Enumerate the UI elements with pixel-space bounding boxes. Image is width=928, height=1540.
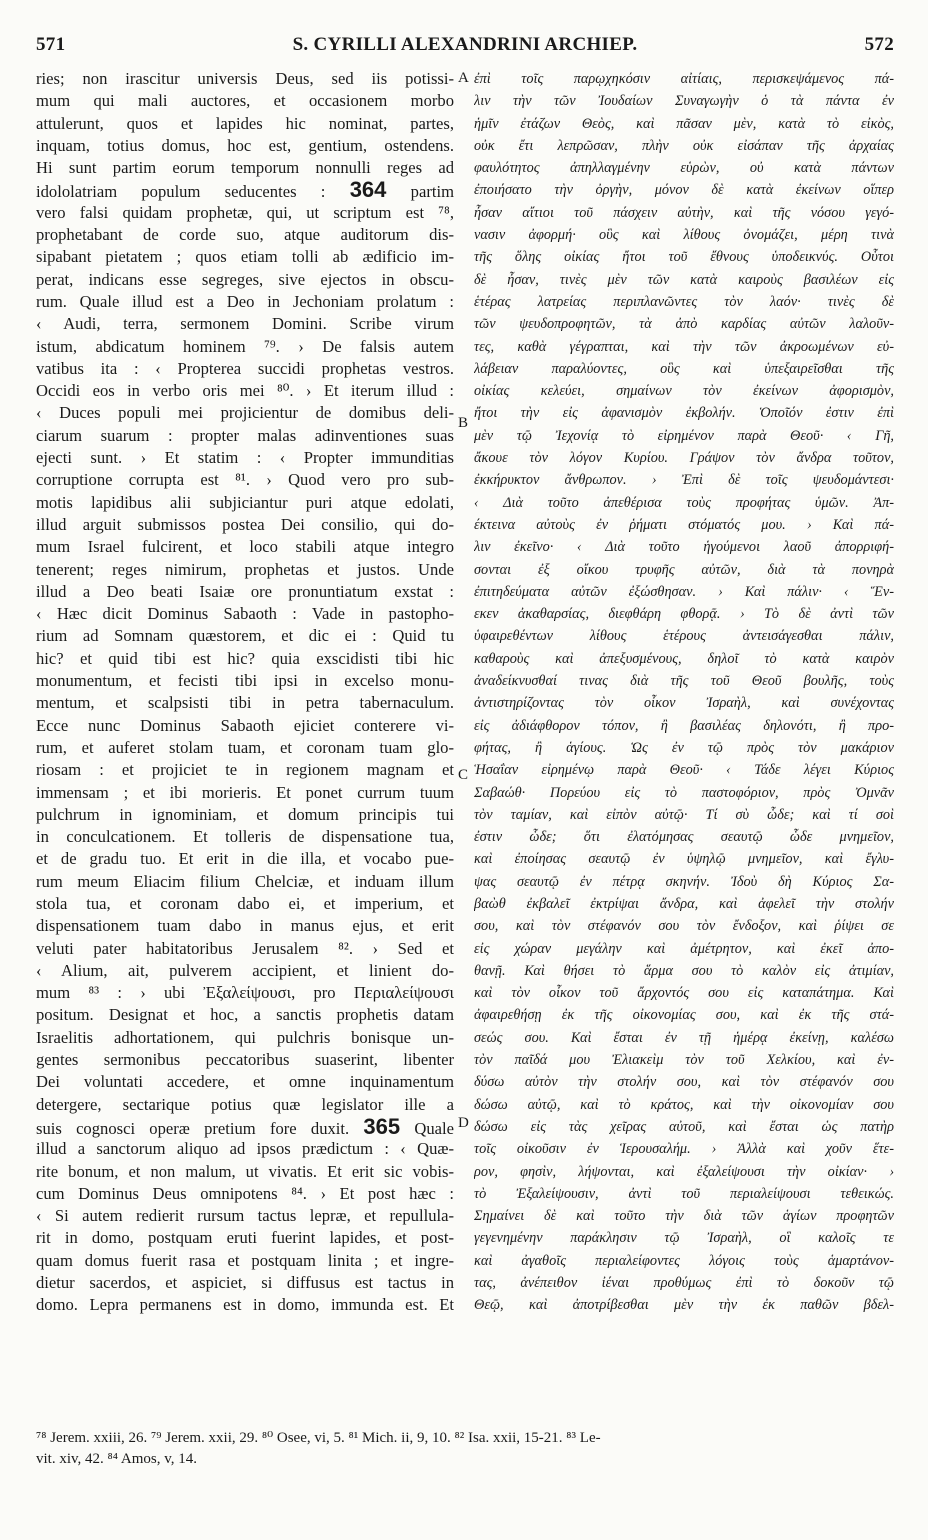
greek-text-line: δὲ ἦσαν, τινὲς μὲν τῶν κατὰ καιροὺς βασιλέων εἰς (474, 271, 894, 288)
greek-text-line: μὲν τῷ Ἰεχονίᾳ τὸ εἰρημένον παρὰ Θεοῦ· ‹ Γῆ, (474, 427, 894, 444)
footnotes (36, 1428, 894, 1470)
greek-text-line: ρον, φησὶν, λήψονται, καὶ ἐξαλείψουσι τὴν οἰκίαν· › (474, 1163, 894, 1180)
section-marker-b: B (458, 415, 469, 431)
page-header (36, 34, 894, 64)
greek-text-line: τοῖς οἰκοῦσιν ἐν Ἱερουσαλήμ. › Ἀλλὰ καὶ χοῦν ἕτε- (474, 1141, 894, 1158)
latin-text-line: quam domus fuerit rasa et postquam linita ; et ingre- (36, 1250, 454, 1270)
greek-text-line: ‹ Διὰ τοῦτο ἀπεθέρισα τοὺς προφήτας ὑμῶν. Ἀπ- (474, 494, 894, 511)
greek-text-line: Σημαίνει δὲ καὶ τοῦτο τὴν διὰ τῶν ἁγίων προφητῶν (474, 1208, 894, 1225)
latin-text-line: detergere, sectarique potius quæ legislator ille a (36, 1094, 454, 1114)
latin-text-line: immensam ; et ibi morieris. Et ponet currum tuum (36, 782, 454, 802)
greek-text-line: τες, καθὰ γέγραπται, καὶ τὴν τῶν ἀκροωμένων εὐ- (474, 338, 894, 355)
latin-text-line: illud arguit submissos postea Dei consilio, qui do- (36, 514, 454, 534)
latin-text-line: veluti pater habitatoribus Jerusalem ⁸². › Sed et (36, 938, 454, 958)
greek-text-line: θανῇ. Καὶ θήσει τὸ ἅρμα σου τὸ καλὸν εἰς ἀτιμίαν, (474, 962, 894, 979)
latin-column (36, 68, 454, 1317)
greek-text-line: ἐστιν ὧδε; ὅτι ἐλατόμησας σεαυτῷ ὧδε μνημεῖον, (474, 829, 894, 846)
greek-text-line: τὸν παῖδά μου Ἐλιακεὶμ τὸν τοῦ Χελκίου, καὶ ἐν- (474, 1052, 894, 1069)
latin-text-line: motis lapidibus alii subjiciantur puri atque edolati, (36, 492, 454, 512)
greek-text-line: σου, καὶ τὸν στέφανόν σου τὸν ἔνδοξον, καὶ ῥίψει σε (474, 918, 894, 935)
latin-text-line: idololatriam populum seducentes : 364 partim (36, 179, 454, 202)
greek-text-line: λάβειαν παραλύοντες, οὓς καὶ ὑπεξαιρεῖσθαι τῆς (474, 360, 894, 377)
latin-text-line: inquam, totius domus, hoc est, gentium, ostendens. (36, 135, 454, 155)
greek-text-line: βαὼθ ἐκβαλεῖ ἐκτρίψαι ἄνδρα, καὶ ἀφελεῖ τὴν στολήν (474, 895, 894, 912)
greek-text-line: σεώς σου. Καὶ ἔσται ἐν τῇ ἡμέρᾳ ἐκείνῃ, καλέσω (474, 1029, 894, 1046)
greek-text-line: ἐπὶ τοῖς παρῳχηκόσιν αἰτίαις, περισκεψάμενος πά- (474, 71, 894, 87)
latin-text-line: cum Dominus Deus omnipotens ⁸⁴. › Et post hæc : (36, 1183, 454, 1203)
latin-text-line: in conculcationem. Et tolleris de dispensatione tua, (36, 827, 454, 847)
latin-text-line: Israelitis adhortationem, qui pulchris bonisque un- (36, 1027, 454, 1047)
latin-text-line: stola tua, et coronam dabo ei, et imperium, et (36, 893, 454, 913)
column-number: 364 (349, 179, 387, 202)
latin-text-line: positum. Designat et hoc, a sanctis prophetis datam (36, 1005, 454, 1025)
latin-text-line: illud a Deo beati Isaiæ ore pronuntiatum exstat : (36, 581, 454, 601)
latin-text-line: mum Israel fulcirent, et loco stabili atque integro (36, 537, 454, 557)
latin-text-line: ‹ Duces populi mei projicientur de domibus deli- (36, 403, 454, 423)
latin-text-line: rite bonum, et non malum, ut vivatis. Et erit sic vobis- (36, 1161, 454, 1181)
latin-text-line: et de gradu tuo. Et erit in die illa, et vocabo pue- (36, 849, 454, 869)
latin-text-line: Occidi eos in verbo oris mei ⁸⁰. › Et iterum illud : (36, 381, 454, 401)
greek-text-line: τὸ Ἐξαλείψουσιν, ἀντὶ τοῦ περιαλείψουσι τεθεικώς. (474, 1185, 894, 1202)
latin-text-line: ‹ Hæc dicit Dominus Sabaoth : Vade in pastopho- (36, 604, 454, 624)
latin-text-line: rium ad Somnam quæstorem, et dic ei : Quid tu (36, 626, 454, 646)
latin-text-line: rum. Quale illud est a Deo in Jechoniam prolatum : (36, 291, 454, 311)
greek-text-line: ἐποιήσατο τὴν ὀργὴν, μόνον δὲ κατὰ ἐκείνων οἵπερ (474, 182, 894, 199)
greek-text-line: ἄκουε τὸν λόγον Κυρίου. Γράψον τὸν ἄνδρα τοῦτον, (474, 450, 894, 467)
greek-text-line: τας, ἀνέπειθον ἰέναι προθύμως ἐπὶ τὸ δοκοῦν τῷ (474, 1275, 894, 1292)
latin-text-line: ejecti sunt. › Et statim : ‹ Propter immunditias (36, 448, 454, 468)
latin-text-line: hic? et quid tibi est hic? quia exscidisti tibi hic (36, 648, 454, 668)
latin-text-line: rit in domo, postquam eruti fuerint lapides, et post- (36, 1228, 454, 1248)
greek-text-line: λιν ἐκεῖνο· ‹ Διὰ τοῦτο ἡγούμενοι λαοῦ ἀπορριφή- (474, 539, 894, 556)
section-marker-d: D (458, 1115, 469, 1131)
greek-text-line: καὶ τὸν οἶκον τοῦ ἄρχοντός σου εἰς καταπάτημα. Καὶ (474, 985, 894, 1002)
latin-text-line: istum, abdicatum hominem ⁷⁹. › De falsis autem (36, 336, 454, 356)
greek-text-line: ἤτοι τὴν εἰς ἀφανισμὸν ἐκβολήν. Ὁποῖόν ἐστιν ἐπὶ (474, 405, 894, 422)
latin-text-line: ries; non irascitur universis Deus, sed iis potissi- (36, 69, 454, 88)
latin-text-line: domo. Lepra permanens est in domo, immunda est. Et (36, 1295, 454, 1315)
latin-text-line: rum meum Eliacim filium Chelciæ, et induam illum (36, 871, 454, 891)
page-number-left: 571 (36, 34, 66, 55)
greek-text-line: καὶ ἐποίησας σεαυτῷ ἐν ὑψηλῷ μνημεῖον, καὶ ἔγλυ- (474, 851, 894, 868)
greek-text-line: ἀναδείκνυσθαί τινας διὰ τῆς τοῦ Θεοῦ βουλῆς, τοὺς (474, 673, 894, 690)
section-marker-a: A (458, 70, 469, 86)
latin-text-line: dietur sacerdos, et aspiciet, si diffusus est tactus in (36, 1273, 454, 1293)
greek-text-line: δύσω αὐτὸν τὴν στολήν σου, καὶ τὸν στέφανόν σου (474, 1074, 894, 1091)
greek-text-line: Θεῷ, καὶ ἀποτρίβεσθαι μὲν τὴν ἐκ παθῶν βδελ- (474, 1297, 894, 1314)
greek-text-line: νασιν ἀφορμή· οὓς καὶ λίθους ὀνομάζει, μέρη τινὰ (474, 227, 894, 244)
latin-text-line: tenerent; reges nimirum, prophetas et justos. Unde (36, 559, 454, 579)
footnote-line: ⁷⁸ Jerem. xxiii, 26. ⁷⁹ Jerem. xxii, 29. ⁸⁰ Osee, vi, 5. ⁸¹ Mich. ii, 9, 10. ⁸² Isa. xxii, 15-21. ⁸³ Le- (36, 1430, 601, 1446)
greek-text-line: καὶ ἀγαθοῖς περιαλείφοντες λόγοις τοὺς ἁμαρτάνον- (474, 1252, 894, 1269)
greek-text-line: ὑφαιρεθέντων λίθους ἑτέρους ἀντεισάγεσθαι πάλιν, (474, 628, 894, 645)
latin-text-line: prophetabant de corde suo, atque auditorum dis- (36, 225, 454, 245)
greek-text-line: οὐκ ἔτι λεπρῶσαν, πλὴν οὐκ εἰσάπαν τῆς ἀρχαίας (474, 137, 894, 154)
greek-text-line: ἐκκήρυκτον ἄνθρωπον. › Ἐπὶ δὲ τοῖς ψευδομάντεσι· (474, 472, 894, 489)
latin-text-line: sipabant pietatem ; quos etiam tolli ab ædificio im- (36, 247, 454, 267)
latin-text-line: dispensationem tuam dabo in manus ejus, et erit (36, 916, 454, 936)
latin-text-line: ‹ Alium, ait, pulverem accipient, et linient do- (36, 960, 454, 980)
section-marker-c: C (458, 767, 469, 783)
latin-text-line: vero falsi quidam prophetæ, qui, ut scriptum est ⁷⁸, (36, 202, 454, 222)
page-number-right: 572 (864, 34, 894, 55)
latin-text-line: illud a sanctorum aliquo ad ipsos prædictum : ‹ Quæ- (36, 1139, 454, 1159)
greek-text-line: ἐπιτηδεύματα αὐτῶν ἐξώσθησαν. › Καὶ πάλιν· ‹ Ἕν- (474, 583, 894, 600)
latin-text-line: perat, indicans esse segreges, sive ejectos in obscu- (36, 269, 454, 289)
latin-text-line: mum qui mali auctores, et occasionem morbo (36, 91, 454, 111)
greek-text-line: Ἡσαΐαν εἰρημένῳ παρὰ Θεοῦ· ‹ Τάδε λέγει Κύριος (474, 762, 894, 779)
running-title: S. CYRILLI ALEXANDRINI ARCHIEP. (292, 34, 638, 55)
latin-text-line: monumentum, et fecisti tibi ipsi in excelso monu- (36, 671, 454, 691)
latin-text-line: rum, et auferet stolam tuam, et coronam tuam glo- (36, 737, 454, 757)
latin-text-line: mum ⁸³ : › ubi Ἐξαλείψουσι, pro Περιαλείψουσι (36, 983, 454, 1003)
greek-text-line: εκεν ἀκαθαρσίας, διεφθάρη φθορᾷ. › Τὸ δὲ ἀντὶ τῶν (474, 606, 894, 623)
greek-text-line: ἡμῖν ἐτάζων Θεὸς, καὶ πᾶσαν μὲν, κατὰ τὸ εἰκὸς, (474, 115, 894, 132)
greek-text-line: τῶν ψευδοπροφητῶν, τὰ ἀπὸ καρδίας αὐτῶν λαλοῦν- (474, 316, 894, 333)
greek-text-line: τὸν ταμίαν, καὶ εἰπὸν αὐτῷ· Τί σὺ ὧδε; καὶ τί σοὶ (474, 806, 894, 823)
latin-text-line: corruptione corrupta est ⁸¹. › Quod vero pro sub- (36, 470, 454, 490)
latin-text-line: pulchrum in ignominiam, et domum principis tui (36, 804, 454, 824)
latin-text-line: attulerunt, quos et lapides hic nominat, partes, (36, 113, 454, 133)
greek-text-line: Σαβαώθ· Πορεύου εἰς τὸ παστοφόριον, πρὸς Ὀμνᾶν (474, 784, 894, 801)
latin-text-line: ‹ Audi, terra, sermonem Domini. Scribe virum (36, 314, 454, 334)
latin-text-line: riosam : et projiciet te in regionem magnam et (36, 760, 454, 780)
greek-text-line: ψας σεαυτῷ ἐν πέτρᾳ σκηνήν. Ἰδοὺ δὴ Κύριος Σα- (474, 873, 894, 890)
latin-text-line: ciarum suarum : propter malas adinventiones suas (36, 425, 454, 445)
latin-text-line: gentes sermonibus peccatoribus suaserint, libenter (36, 1050, 454, 1070)
latin-text-line: Hi sunt partim eorum temporum nonnulli reges ad (36, 158, 454, 178)
latin-text-line: Ecce nunc Dominus Sabaoth ejiciet conterere vi- (36, 715, 454, 735)
greek-text-line: οἰκίας κελεύει, σημαίνων τὸν ἐκείνων ἀφορισμὸν, (474, 383, 894, 400)
greek-text-line: καθαροὺς καὶ ἀπεξυσμένους, δηλοῖ τὸ κατὰ καιρὸν (474, 650, 894, 667)
greek-text-line: ἀφαιρεθήσῃ ἐκ τῆς οἰκονομίας σου, καὶ ἐκ τῆς στά- (474, 1007, 894, 1024)
greek-text-line: εἰς χώραν μεγάλην καὶ ἀμέτρητον, καὶ ἐκεῖ ἀπο- (474, 940, 894, 957)
footnote-line: vit. xiv, 42. ⁸⁴ Amos, v, 14. (36, 1451, 198, 1467)
greek-text-line: λιν τὴν τῶν Ἰουδαίων Συναγωγὴν ὁ τὰ πάντα ἐν (474, 93, 894, 110)
greek-text-line: δώσω αὐτῷ, καὶ τὸ κράτος, καὶ τὴν οἰκονομίαν σου (474, 1096, 894, 1113)
greek-text-line: τῆς ὅλης οἰκίας ἤτοι τοῦ ἔθνους ὑποδεικνύς. Οὗτοι (474, 249, 894, 266)
greek-text-line: ἑτέρας λατρείας περιπλανῶντες τὸν λαόν· τινὲς δὲ (474, 293, 894, 310)
greek-text-line: σονται ἐξ οἴκου τρυφῆς αὐτῶν, διὰ τὰ πονηρὰ (474, 561, 894, 578)
column-number: 365 (363, 1115, 401, 1139)
greek-text-line: φήτας, ἢ ἁγίους. Ὡς ἐν τῷ πρὸς τὸν μακάριον (474, 739, 894, 756)
greek-text-line: ἀντιστηρίζοντας τὸν οἶκον Ἰσραὴλ, καὶ συνέχοντας (474, 695, 894, 712)
greek-text-line: ἦσαν αἴτιοι τοῦ πάσχειν αὐτὴν, καὶ τῆς νόσου γεγό- (474, 204, 894, 221)
latin-text-line: mentum, et scalpsisti tibi in petra tabernaculum. (36, 693, 454, 713)
latin-text-line: ‹ Si autem redierit rursum tactus lepræ, et repullula- (36, 1206, 454, 1226)
greek-text-line: έκτεινα αὐτοὺς ἐν ῥήματι στόματός μου. › Καὶ πά- (474, 516, 894, 533)
greek-text-line: εἰς ἀδιάφθορον τόπον, ἢ βασιλέας δηλονότι, ἢ προ- (474, 717, 894, 734)
greek-text-line: φαυλότητος ἀπηλλαγμένην εὑρὼν, οὐ κατὰ πάντων (474, 160, 894, 177)
greek-text-line: δώσω εἰς τὰς χεῖρας αὐτοῦ, καὶ ἔσται ὡς πατὴρ (474, 1118, 894, 1135)
latin-text-line: vatibus ita : ‹ Propterea succidi prophetas vestros. (36, 358, 454, 378)
latin-text-line: suis cognosci operæ pretium fore duxit. 365 Quale (36, 1115, 454, 1139)
greek-text-line: γεγενημένην παράκλησιν τῷ Ἰσραὴλ, οἳ καλοῖς τε (474, 1230, 894, 1247)
latin-text-line: Dei voluntati accedere, et omne inquinamentum (36, 1072, 454, 1092)
greek-column (474, 68, 894, 1317)
